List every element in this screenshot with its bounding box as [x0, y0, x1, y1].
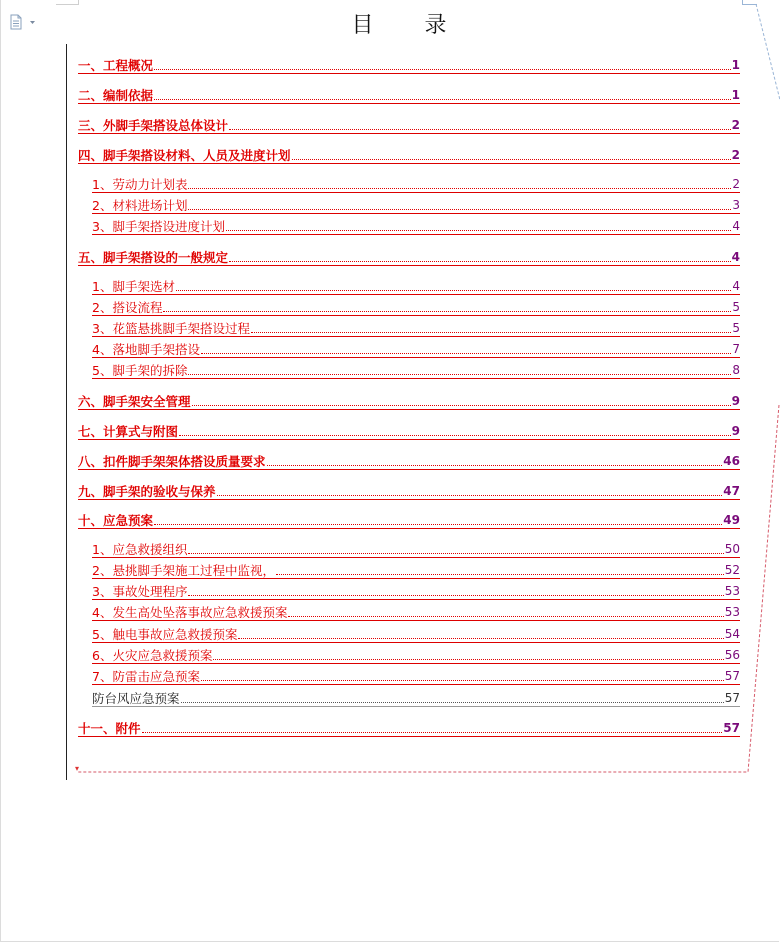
toc-subentry[interactable]: [92, 625, 740, 643]
toc-dot-leader: [217, 495, 723, 496]
toc-entry-label: 1、脚手架选材: [92, 279, 175, 294]
toc-dot-leader: [163, 311, 731, 312]
toc-page-number: 8: [732, 363, 740, 377]
toc-dot-leader: [188, 188, 731, 189]
toc-entry-label: 三、外脚手架搭设总体设计: [78, 118, 229, 133]
toc-dot-leader: [188, 374, 731, 375]
toc-heading-entry[interactable]: [78, 86, 740, 104]
toc-entry-label: 一、工程概况: [78, 58, 154, 73]
margin-corner-mark: [56, 0, 79, 5]
toc-heading-entry[interactable]: [78, 511, 740, 529]
toc-page-number: 2: [732, 177, 740, 191]
toc-page-number: 3: [732, 198, 740, 212]
toc-dot-leader: [226, 230, 731, 231]
toc-entry-label: 1、应急救援组织: [92, 542, 188, 557]
toc-entry-label: 八、扣件脚手架架体搭设质量要求: [78, 454, 266, 469]
toc-entry-label: 十、应急预案: [78, 513, 154, 528]
toc-subentry[interactable]: [92, 298, 740, 316]
toc-page-number: 50: [724, 542, 740, 556]
toc-entry-label: 五、脚手架搭设的一般规定: [78, 250, 229, 265]
toc-dot-leader: [154, 524, 722, 525]
toc-subentry[interactable]: [92, 196, 740, 214]
toc-page-number: 52: [724, 563, 740, 577]
toc-page-number: 7: [732, 342, 740, 356]
toc-page-number: 4: [732, 219, 740, 233]
toc-entry-label: 5、脚手架的拆除: [92, 363, 188, 378]
toc-page-number: 57: [724, 691, 740, 705]
toc-page-number: 9: [731, 424, 740, 438]
toc-dot-leader: [154, 69, 731, 70]
toc-entry-label: 二、编制依据: [78, 88, 154, 103]
margin-corner-mark: [742, 0, 757, 5]
toc-subentry[interactable]: [92, 361, 740, 379]
toc-entry-label: 7、防雷击应急预案: [92, 669, 200, 684]
paragraph-end-mark: ▾: [75, 764, 80, 773]
toc-page-number: 47: [723, 484, 740, 498]
toc-page-number: 9: [731, 394, 740, 408]
toc-heading-entry[interactable]: [78, 719, 740, 737]
page-title: 目 录: [351, 13, 469, 38]
toc-page-number: 49: [723, 513, 740, 527]
toc-subentry[interactable]: [92, 319, 740, 337]
toc-page-number: 4: [731, 250, 740, 264]
toc-page-number: 4: [732, 279, 740, 293]
toc-heading-entry[interactable]: [78, 482, 740, 500]
toc-page-number: 46: [723, 454, 740, 468]
toc-entry-label: 2、材料进场计划: [92, 198, 188, 213]
toc-dot-leader: [276, 574, 724, 575]
toc-subentry[interactable]: [92, 667, 740, 685]
toc-heading-entry[interactable]: [78, 392, 740, 410]
toc-page-number: 2: [731, 118, 740, 132]
toc-dot-leader: [188, 209, 731, 210]
toc-dot-leader: [188, 553, 723, 554]
toc-entry-label: 3、脚手架搭设进度计划: [92, 219, 225, 234]
toc-entry-label: 4、落地脚手架搭设: [92, 342, 200, 357]
toc-entry-label: 十一、附件: [78, 721, 141, 736]
toc-heading-entry[interactable]: [78, 146, 740, 164]
toc-subentry[interactable]: [92, 175, 740, 193]
toc-heading-entry[interactable]: [78, 422, 740, 440]
toc-entry-label: 1、劳动力计划表: [92, 177, 188, 192]
toc-entry-label: 3、花篮悬挑脚手架搭设过程: [92, 321, 250, 336]
toc-subentry[interactable]: [92, 603, 740, 621]
toc-entry-label: 2、搭设流程: [92, 300, 163, 315]
toc-dot-leader: [179, 435, 731, 436]
toc-page-number: 57: [723, 721, 740, 735]
toc-page-number: 2: [731, 148, 740, 162]
toc-page-number: 57: [724, 669, 740, 683]
toc-subentry[interactable]: [92, 340, 740, 358]
toc-entry-label: 2、悬挑脚手架施工过程中监视，: [92, 563, 275, 578]
toc-dot-leader: [181, 702, 724, 703]
toc-dot-leader: [201, 680, 724, 681]
toc-dot-leader: [201, 353, 731, 354]
toc-page-number: 53: [724, 605, 740, 619]
toc-subentry[interactable]: [92, 217, 740, 235]
toc-subentry[interactable]: [92, 646, 740, 664]
toc-dot-leader: [267, 465, 723, 466]
toc-page-number: 5: [732, 321, 740, 335]
toc-dot-leader: [229, 261, 731, 262]
change-bar: [66, 44, 67, 780]
toc-entry-label: 九、脚手架的验收与保养: [78, 484, 216, 499]
toc-heading-entry[interactable]: [78, 248, 740, 266]
toc-page-number: 5: [732, 300, 740, 314]
toc-subentry[interactable]: [92, 561, 740, 579]
toc-dot-leader: [292, 159, 731, 160]
toc-dot-leader: [142, 732, 723, 733]
toc-page-number: 1: [731, 58, 740, 72]
toc-page-number: 53: [724, 584, 740, 598]
toc-dot-leader: [213, 659, 723, 660]
toc-entry-label: 四、脚手架搭设材料、人员及进度计划: [78, 148, 291, 163]
toc-heading-entry[interactable]: [78, 116, 740, 134]
toc-dot-leader: [188, 595, 723, 596]
toc-subentry[interactable]: [92, 582, 740, 600]
toc-subentry[interactable]: [92, 277, 740, 295]
toc-dot-leader: [229, 129, 731, 130]
toc-dot-leader: [192, 405, 731, 406]
toc-dot-leader: [251, 332, 731, 333]
toc-dot-leader: [154, 99, 731, 100]
toc-entry-label: 3、事故处理程序: [92, 584, 188, 599]
toc-dot-leader: [238, 638, 723, 639]
toc-page-number: 56: [724, 648, 740, 662]
toc-heading-entry[interactable]: [78, 56, 740, 74]
toc-page-number: 54: [724, 627, 740, 641]
toc-entry-label: 六、脚手架安全管理: [78, 394, 191, 409]
toc-dot-leader: [176, 290, 731, 291]
toc-subentry[interactable]: [92, 689, 740, 707]
toc-dot-leader: [288, 616, 723, 617]
toc-entry-label: 防台风应急预案: [92, 691, 180, 706]
toc-entry-label: 七、计算式与附图: [78, 424, 179, 439]
toc-entry-label: 4、发生高处坠落事故应急救援预案: [92, 605, 288, 620]
toc-heading-entry[interactable]: [78, 452, 740, 470]
toc-page-number: 1: [731, 88, 740, 102]
toc-entry-label: 6、火灾应急救援预案: [92, 648, 213, 663]
toc-subentry[interactable]: [92, 540, 740, 558]
toc-entry-label: 5、触电事故应急救援预案: [92, 627, 238, 642]
